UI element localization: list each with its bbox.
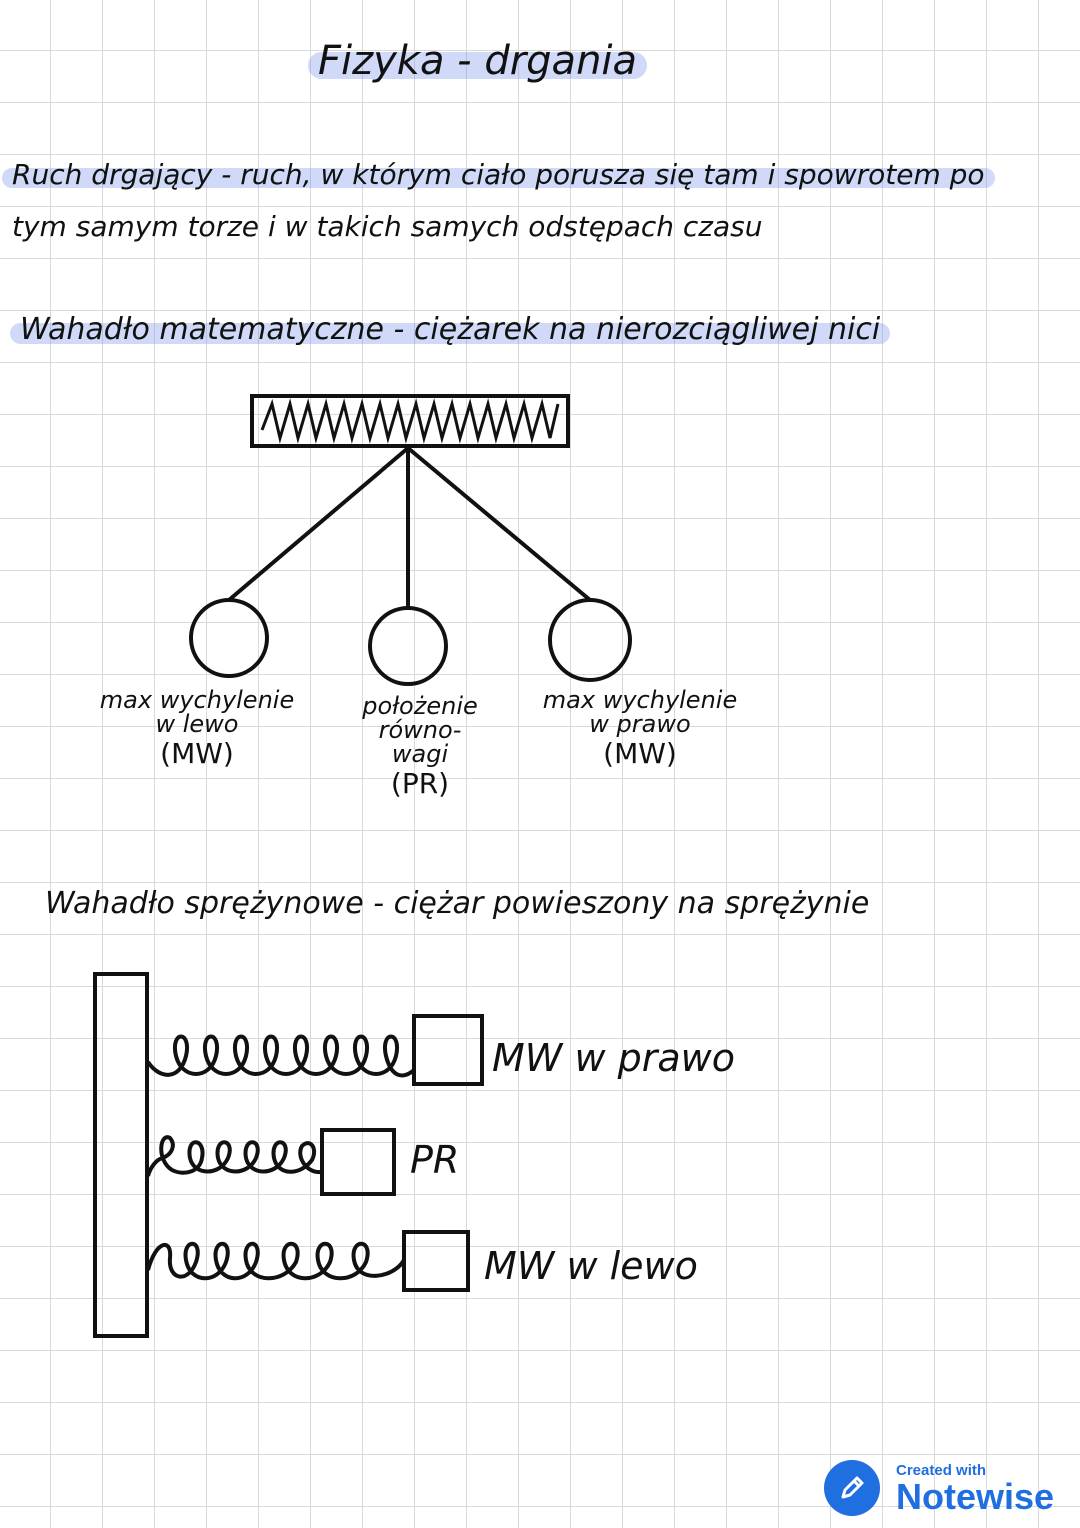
watermark-small-text: Created with xyxy=(896,1462,987,1479)
spring-heading: Wahadło sprężynowe - ciężar powieszony na sprężynie xyxy=(45,886,870,921)
label-max-right-abbr: (MW) xyxy=(603,737,677,770)
label-max-right xyxy=(540,686,740,770)
spring-mass-1 xyxy=(414,1016,482,1084)
page-title: Fizyka - drgania xyxy=(318,38,638,84)
label-max-right-line2: w prawo xyxy=(589,710,691,738)
pendulum-heading: Wahadło matematyczne - ciężarek na nierozciągliwej nici xyxy=(20,312,881,347)
pendulum-diagram xyxy=(191,396,630,684)
notewise-watermark xyxy=(824,1460,1064,1520)
spring-mass-3 xyxy=(404,1232,468,1290)
label-max-left-line2: w lewo xyxy=(155,710,239,738)
bob-right xyxy=(550,600,630,680)
label-equilibrium-line2: wagi xyxy=(391,740,449,768)
label-equilibrium-line1: położenie równo- xyxy=(362,692,478,744)
definition-line-2: tym samym torze i w takich samych odstępach czasu xyxy=(12,210,763,243)
string-right xyxy=(408,448,590,600)
spring-wall xyxy=(95,974,147,1336)
bob-left xyxy=(191,600,267,676)
support-hatching xyxy=(262,404,558,438)
label-max-left-line1: max wychylenie xyxy=(99,686,295,714)
label-max-left xyxy=(92,686,302,770)
spring-label-pr: PR xyxy=(410,1138,460,1182)
definition-line-1: Ruch drgający - ruch, w którym ciało porusza się tam i spowrotem po xyxy=(12,158,985,191)
label-max-right-line1: max wychylenie xyxy=(542,686,738,714)
spring-coil-3 xyxy=(148,1244,404,1279)
spring-label-mw-left: MW w lewo xyxy=(484,1244,698,1288)
pen-icon xyxy=(824,1460,880,1516)
spring-label-mw-right: MW w prawo xyxy=(492,1036,735,1080)
label-equilibrium-abbr: (PR) xyxy=(390,767,450,800)
spring-coil-2 xyxy=(148,1137,322,1176)
spring-coil-1 xyxy=(148,1037,414,1076)
label-max-left-abbr: (MW) xyxy=(160,737,234,770)
watermark-brand: Notewise xyxy=(896,1476,1055,1517)
label-equilibrium xyxy=(320,692,520,800)
spring-mass-2 xyxy=(322,1130,394,1194)
bob-center xyxy=(370,608,446,684)
string-left xyxy=(229,448,408,600)
